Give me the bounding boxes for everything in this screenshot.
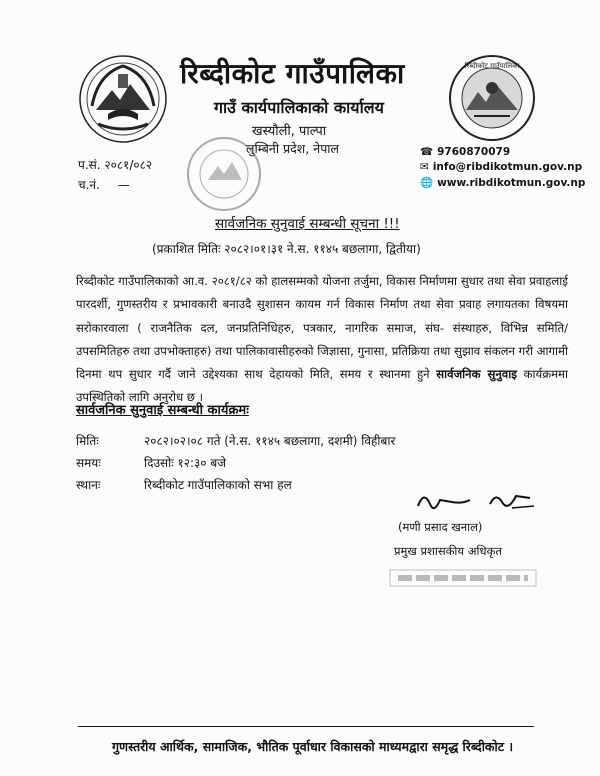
schedule-label: स्थानः <box>76 478 101 492</box>
phone-icon: ☎ <box>420 146 434 158</box>
website-url: www.ribdikotmun.gov.np <box>437 176 586 189</box>
dispatch-value: — <box>117 178 130 192</box>
schedule-value: दिउसोः १२:३० बजे <box>144 456 227 470</box>
publish-date: (प्रकाशित मितिः २०८२।०१।३१ ने.स. ११४५ बछलागा, द्वितीया) <box>152 242 421 256</box>
contact-website <box>420 176 585 189</box>
schedule-row-date <box>76 432 395 449</box>
body-text-1: रिब्दीकोट गाउँपालिकाको आ.व. २०८१/८२ को हालसम्मको योजना तर्जुमा, विकास निर्माणमा सुधार तथा सेवा प्रवाहलाई पारदर्शी, गुणस्तरीय र प्रभावकारी बनाउदै सुशासन कायम गर्न विकास निर्माण तथा सेवा प्रवाह लगायतका विषयमा सरोकारवाला ( राजनैतिक दल, जनप्रतिनिधिहरु, पत्रकार, नागरिक समाज, संघ- संस्थाहरु, विभिन्न समिति/ उपसमितिहरु तथा उपभोक्ताहरु) तथा पालिकावासीहरुको जिज्ञासा, गुनासा, प्रतिक्रिया तथा सुझाव संकलन गरी आगामी दिनमा थप सुधार गर्दै जाने उद्देश्यका साथ देहायको मिति, समय र स्थानमा हुने <box>76 274 568 382</box>
letter-number: प.सं. २०८१/०८२ <box>78 158 153 172</box>
nepal-emblem-logo <box>78 54 168 144</box>
signatory-role: प्रमुख प्रशासकीय अधिकृत <box>394 544 502 558</box>
schedule-value: २०८२।०२।०८ गते (ने.स. ११४५ बछलागा, दशमी) विहीबार <box>144 434 396 448</box>
phone-number: 9760870079 <box>437 146 511 158</box>
schedule-row-time <box>76 454 226 471</box>
office-address: खस्यौली, पाल्पा <box>252 124 327 139</box>
handwritten-signature <box>412 486 542 520</box>
schedule-title: सार्वजनिक सुनुवाई सम्बन्धी कार्यक्रमः <box>76 403 249 418</box>
office-name: गाउँ कार्यपालिकाको कार्यालय <box>214 98 384 117</box>
office-stamp <box>186 136 262 212</box>
globe-icon: 🌐 <box>420 177 434 189</box>
contact-phone <box>420 146 510 158</box>
signatory-name: (मणी प्रसाद खनाल) <box>398 520 483 534</box>
schedule-row-venue <box>76 476 292 493</box>
email-icon: ✉ <box>420 161 429 173</box>
notice-body <box>76 270 568 410</box>
schedule-value: रिब्दीकोट गाउँपालिकाको सभा हल <box>144 478 292 492</box>
body-text-2: कार्यक्रममा उपस्थितिको लागि अनुरोध छ । <box>76 367 568 405</box>
designation-stamp <box>388 566 538 590</box>
footer-divider <box>78 726 534 727</box>
office-province: लुम्बिनी प्रदेश, नेपाल <box>246 141 340 156</box>
email-address: info@ribdikotmun.gov.np <box>432 161 583 173</box>
schedule-label: मितिः <box>76 434 99 448</box>
seal-text: रिब्दीकोट गाउँपालिका <box>464 62 520 70</box>
notice-title: सार्वजनिक सुनुवाई सम्बन्धी सूचना !!! <box>215 216 400 232</box>
footer-slogan: गुणस्तरीय आर्थिक, सामाजिक, भौतिक पूर्वाधार विकासको माध्यमद्वारा समृद्ध रिब्दीकोट । <box>112 739 514 754</box>
contact-email <box>420 161 582 173</box>
body-emphasis: सार्वजनिक सुनुवाइ <box>436 367 517 382</box>
dispatch-label: च.नं. <box>78 178 100 192</box>
municipality-seal-logo <box>448 54 536 142</box>
dispatch-number <box>78 176 130 193</box>
organization-name: रिब्दीकोट गाउँपालिका <box>180 57 405 90</box>
schedule-label: समयः <box>76 456 101 470</box>
